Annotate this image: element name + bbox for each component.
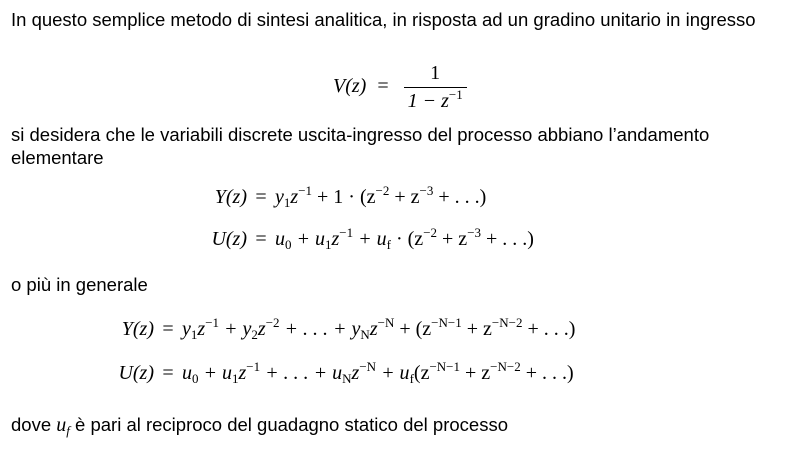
ellipsis-term: + . . .): [481, 228, 534, 250]
denominator-text: 1 − z: [407, 90, 449, 112]
uf-sub: f: [66, 423, 70, 438]
z-term: + (z: [394, 318, 432, 340]
u-term: + u: [198, 362, 232, 384]
denominator-exponent: −1: [448, 87, 463, 102]
y-sub: 2: [251, 327, 258, 342]
equation-u-elementary: [205, 225, 534, 252]
z-exp: −2: [265, 315, 280, 330]
z-exp: −N: [377, 315, 395, 330]
z-exp: −1: [205, 315, 220, 330]
fraction-numerator: 1: [430, 62, 441, 84]
conclusion-text-after: è pari al reciproco del guadagno statico del processo: [69, 414, 508, 435]
u-term: + . . . + u: [260, 362, 343, 384]
z-exp: −N−2: [490, 359, 521, 374]
equals-sign: =: [255, 186, 267, 208]
z-exp: −N−1: [429, 359, 461, 374]
equation-u-general: [112, 359, 574, 386]
y-sub: N: [360, 327, 370, 342]
z-term: · (z: [390, 228, 424, 250]
u-rhs: [275, 225, 534, 252]
y-term: y: [275, 186, 284, 208]
z-term: z: [331, 228, 340, 250]
y-term: + . . . + y: [279, 318, 361, 340]
ellipsis-term: + . . .): [522, 318, 576, 340]
inline-uf: [56, 414, 70, 436]
z-exp: −3: [467, 225, 482, 240]
fraction: [404, 62, 467, 113]
u-sub: 0: [192, 371, 199, 386]
conclusion-text-before: dove: [11, 414, 52, 435]
z-term: + z: [437, 228, 468, 250]
z-exp: −3: [419, 183, 434, 198]
description-paragraph: si desidera che le variabili discrete uscita-ingresso del processo abbiano l’andamento elementare: [11, 124, 710, 168]
y-lhs: Y(z): [214, 186, 247, 208]
u-sub: 1: [325, 237, 332, 252]
conclusion-paragraph: [11, 413, 508, 437]
uf-base: u: [56, 414, 67, 436]
fraction-denominator: [404, 87, 467, 113]
general-paragraph: o più in generale: [11, 274, 148, 295]
y-rhs: [275, 183, 487, 210]
z-term: (z: [413, 362, 430, 384]
u-term: u: [275, 228, 285, 250]
u-term: + u: [353, 228, 387, 250]
z-exp: −1: [339, 225, 354, 240]
y-rhs: [182, 315, 576, 342]
u-lhs: U(z): [211, 228, 247, 250]
equation-v: [333, 62, 467, 113]
equation-y-elementary: [205, 183, 487, 210]
z-exp: −N: [359, 359, 377, 374]
z-term: z: [369, 318, 378, 340]
y-term: y: [182, 318, 191, 340]
intro-paragraph: In questo semplice metodo di sintesi analitica, in risposta ad un gradino unitario in ingresso: [11, 9, 756, 30]
u-sub: f: [409, 371, 414, 386]
z-exp: −1: [246, 359, 261, 374]
z-term: + z: [460, 362, 491, 384]
u-sub: f: [386, 237, 391, 252]
u-rhs: [182, 359, 574, 386]
u-term: u: [182, 362, 192, 384]
z-term: + z: [461, 318, 492, 340]
equals-sign: =: [377, 75, 389, 98]
u-sub: N: [342, 371, 352, 386]
z-term: z: [197, 318, 206, 340]
equals-sign: =: [255, 228, 267, 250]
u-sub: 0: [285, 237, 292, 252]
u-term: + u: [291, 228, 325, 250]
y-sub: 1: [190, 327, 198, 342]
ellipsis-term: + . . .): [433, 186, 487, 208]
z-exp: −2: [375, 183, 390, 198]
z-term: + 1 · (z: [312, 186, 376, 208]
z-exp: −1: [298, 183, 313, 198]
y-term: + y: [219, 318, 252, 340]
y-lhs: Y(z): [121, 318, 154, 340]
equation-y-general: [112, 315, 576, 342]
z-exp: −2: [423, 225, 438, 240]
z-term: z: [238, 362, 247, 384]
z-term: + z: [389, 186, 420, 208]
equals-sign: =: [162, 318, 174, 340]
u-term: + u: [376, 362, 410, 384]
ellipsis-term: + . . .): [520, 362, 574, 384]
z-term: z: [290, 186, 299, 208]
equation-v-lhs: V(z): [333, 75, 367, 98]
z-exp: −N−2: [491, 315, 523, 330]
z-exp: −N−1: [431, 315, 462, 330]
z-term: z: [351, 362, 360, 384]
u-sub: 1: [232, 371, 239, 386]
equals-sign: =: [162, 362, 174, 384]
z-term: z: [257, 318, 266, 340]
y-sub: 1: [283, 195, 291, 210]
u-lhs: U(z): [118, 362, 154, 384]
